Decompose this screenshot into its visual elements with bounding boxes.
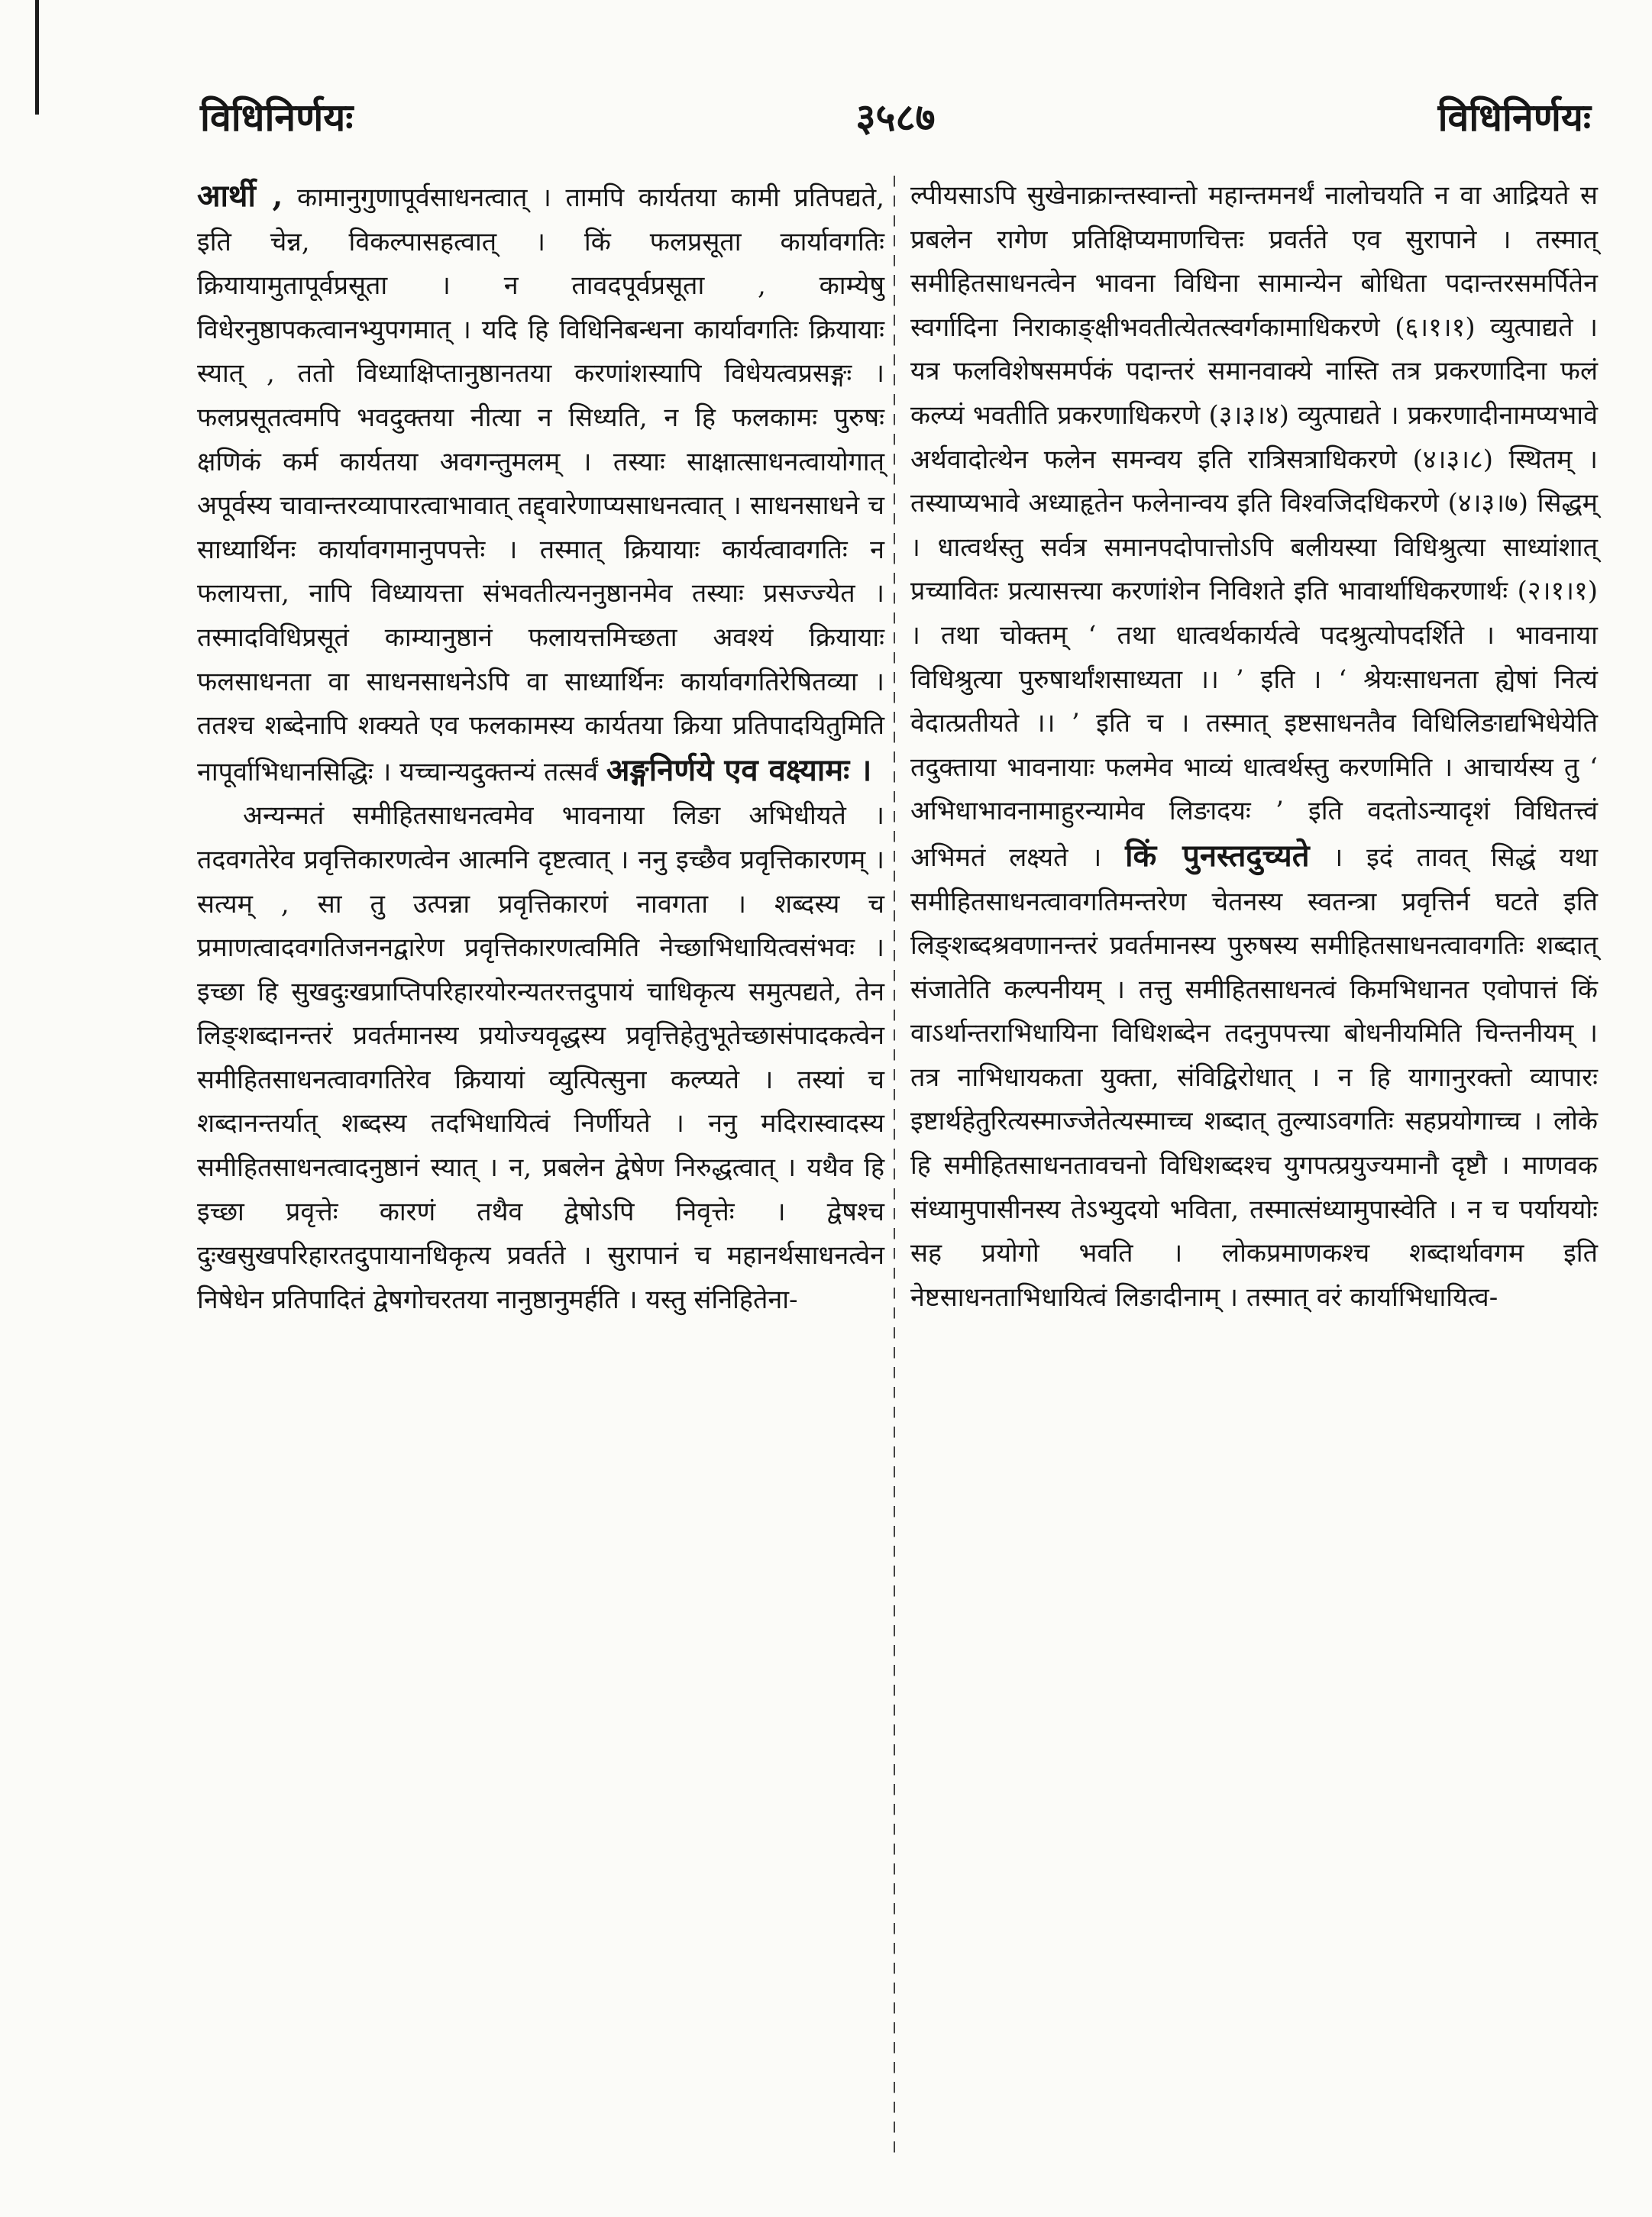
left-paragraph-2: अन्यन्मतं समीहितसाधनत्वमेव भावनाया लिङा अभिधीयते । तदवगतेरेव प्रवृत्तिकारणत्वेन आत्मनि दृष्टत्वात् । ननु इच्छैव प्रवृत्तिकारणम् । सत्यम् , सा तु उत्पन्ना प्रवृत्तिकारणं नावगता । शब्दस्य च प्रमाणत्वादवगतिजननद्वारेण प्रवृत्तिकारणत्वमिति नेच्छाभिधायित्वसंभवः । इच्छा हि सुखदुःखप्राप्तिपरिहारयोरन्यतरत्तदुपायं चाधिकृत्य समुत्पद्यते, तेन लिङ्शब्दानन्तरं प्रवर्तमानस्य प्रयोज्यवृद्धस्य प्रवृत्तिहेतुभूतेच्छासंपादकत्वेन समीहितसाधनत्वावगतिरेव क्रियायां व्युत्पित्सुना कल्प्यते । तस्यां च शब्दानन्तर्यात् शब्दस्य तदभिधायित्वं निर्णीयते । ननु मदिरास्वादस्य समीहितसाधनत्वादनुष्ठानं स्यात् । न, प्रबलेन द्वेषेण निरुद्धत्वात् । यथैव हि इच्छा प्रवृत्तेः कारणं तथैव द्वेषोऽपि निवृत्तेः । द्वेषश्च दुःखसुखपरिहारतदुपायानधिकृत्य प्रवर्तते । सुरापानं च महानर्थसाधनत्वेन निषेधेन प्रतिपादितं द्वेषगोचरतया नानुष्ठानुमर्हति । यस्तु संनिहितेना- (197, 800, 884, 1315)
page-number: ३५८७ (855, 95, 936, 140)
paragraph-text: कामानुगुणापूर्वसाधनत्वात् । तामपि कार्यतया कामी प्रतिपद्यते, इति चेन्न, विकल्पासहत्वात् । किं फलप्रसूता कार्यावगतिः क्रियायामुतापूर्वप्रसूता । न तावदपूर्वप्रसूता , काम्येषु विधेरनुष्ठापकत्वानभ्युपगमात् । यदि हि विधिनिबन्धना कार्यावगतिः क्रियायाः स्यात् , ततो विध्याक्षिप्तानुष्ठानतया करणांशस्यापि विधेयत्वप्रसङ्गः । फलप्रसूतत्वमपि भवदुक्तया नीत्या न सिध्यति, न हि फलकामः पुरुषः क्षणिकं कर्म कार्यतया अवगन्तुमलम् । तस्याः साक्षात्साधनत्वायोगात् अपूर्वस्य चावान्तरव्यापारत्वाभावात् तद्द्वारेणाप्यसाधनत्वात् । साधनसाधने च साध्यार्थिनः कार्यावगमानुपपत्तेः । तस्मात् क्रियायाः कार्यत्वावगतिः न फलायत्ता, नापि विध्यायत्ता संभवतीत्यननुष्ठानमेव तस्याः प्रसज्ज्येत । तस्मादविधिप्रसूतं काम्यानुष्ठानं फलायत्तमिच्छता अवश्यं क्रियायाः फलसाधनता वा साधनसाधनेऽपि वा साध्यार्थिनः कार्यावगतिरेषितव्या । ततश्च शब्देनापि शक्यते एव फलकामस्य कार्यतया क्रिया प्रतिपादयितुमिति नापूर्वाभिधानसिद्धिः । यच्चान्यदुक्तन्यं तत्सर्वं (197, 183, 884, 787)
paragraph-text-continued: । इदं तावत् सिद्धं यथा समीहितसाधनत्वावगतिमन्तरेण चेतनस्य स्वतन्त्रा प्रवृत्तिर्न घटते इति लिङ्शब्दश्रवणानन्तरं प्रवर्तमानस्य पुरुषस्य समीहितसाधनत्वावगतिः शब्दात् संजातेति कल्पनीयम् । तत्तु समीहितसाधनत्वं किमभिधानत एवोपात्तं किं वाऽर्थान्तराभिधायिना विधिशब्देन तदनुपपत्त्या बोधनीयमिति चिन्तनीयम् । तत्र नाभिधायकता युक्ता, संविद्विरोधात् । न हि यागानुरक्तो व्यापारः इष्टार्थहेतुरित्यस्माज्जेतेत्यस्माच्च शब्दात् तुल्याऽवगतिः सहप्रयोगाच्च । लोके हि समीहितसाधनतावचनो विधिशब्दश्च युगपत्प्रयुज्यमानौ दृष्टौ । माणवक संध्यामुपासीनस्य तेऽभ्युदयो भविता, तस्मात्संध्यामुपास्वेति । न च पर्याययोः सह प्रयोगो भवति । लोकप्रमाणकश्च शब्दार्थावगम इति नेष्टसाधनताभिधायित्वं लिङादीनाम् । तस्मात् वरं कार्याभिधायित्व- (910, 842, 1599, 1313)
right-paragraph-1 (910, 174, 1598, 1320)
margin-rule (35, 0, 39, 115)
right-column (910, 174, 1598, 2206)
running-title-left: विधिनिर्णयः (200, 95, 354, 140)
left-paragraph-1 (197, 174, 884, 794)
column-divider (894, 176, 895, 2161)
running-title-right: विधिनिर्णयः (1437, 95, 1591, 140)
left-column (197, 174, 884, 2206)
paragraph-lead: आर्थी , (197, 178, 283, 214)
page-header (200, 86, 1591, 147)
paragraph-text: ल्पीयसाऽपि सुखेनाक्रान्तस्वान्तो महान्तमनर्थं नालोचयति न वा आद्रियते स प्रबलेन रागेण प्रतिक्षिप्यमाणचित्तः प्रवर्तते एव सुरापाने । तस्मात् समीहितसाधनत्वेन भावना विधिना सामान्येन बोधिता पदान्तरसमर्पितेन स्वर्गादिना निराकाङ्क्षीभवतीत्येतत्स्वर्गकामाधिकरणे (६।१।१) व्युत्पाद्यते । यत्र फलविशेषसमर्पकं पदान्तरं समानवाक्ये नास्ति तत्र प्रकरणादिना फलं कल्प्यं भवतीति प्रकरणाधिकरणे (३।३।४) व्युत्पाद्यते । प्रकरणादीनामप्यभावे अर्थवादोत्थेन फलेन समन्वय इति रात्रिसत्राधिकरणे (४।३।८) स्थितम् । तस्याप्यभावे अध्याहृतेन फलेनान्वय इति विश्वजिदधिकरणे (४।३।७) सिद्धम् । धात्वर्थस्तु सर्वत्र समानपदोपात्तोऽपि बलीयस्या विधिश्रुत्या साध्यांशात् प्रच्यावितः प्रत्यासत्त्या करणांशेन निविशते इति भावार्थाधिकरणार्थः (२।१।१) । तथा चोक्तम् ‘ तथा धात्वर्थकार्यत्वे पदश्रुत्योपदर्शिते । भावनाया विधिश्रुत्या पुरुषार्थांशसाध्यता ।। ’ इति । ‘ श्रेयःसाधनता ह्येषां नित्यं वेदात्प्रतीयते ।। ’ इति च । तस्मात् इष्टसाधनतैव विधिलिङाद्यभिधेयेति तदुक्ताया भावनायाः फलमेव भाव्यं धात्वर्थस्तु करणमिति । आचार्यस्य तु ‘ अभिधाभावनामाहुरन्यामेव लिङादयः ’ इति वदतोऽन्यादृशं विधितत्त्वं अभिमतं लक्ष्यते । (910, 180, 1598, 873)
question-phrase: किं पुनस्तदुच्यते (1125, 837, 1310, 874)
cross-reference: अङ्गनिर्णये एव वक्ष्यामः । (606, 751, 872, 788)
